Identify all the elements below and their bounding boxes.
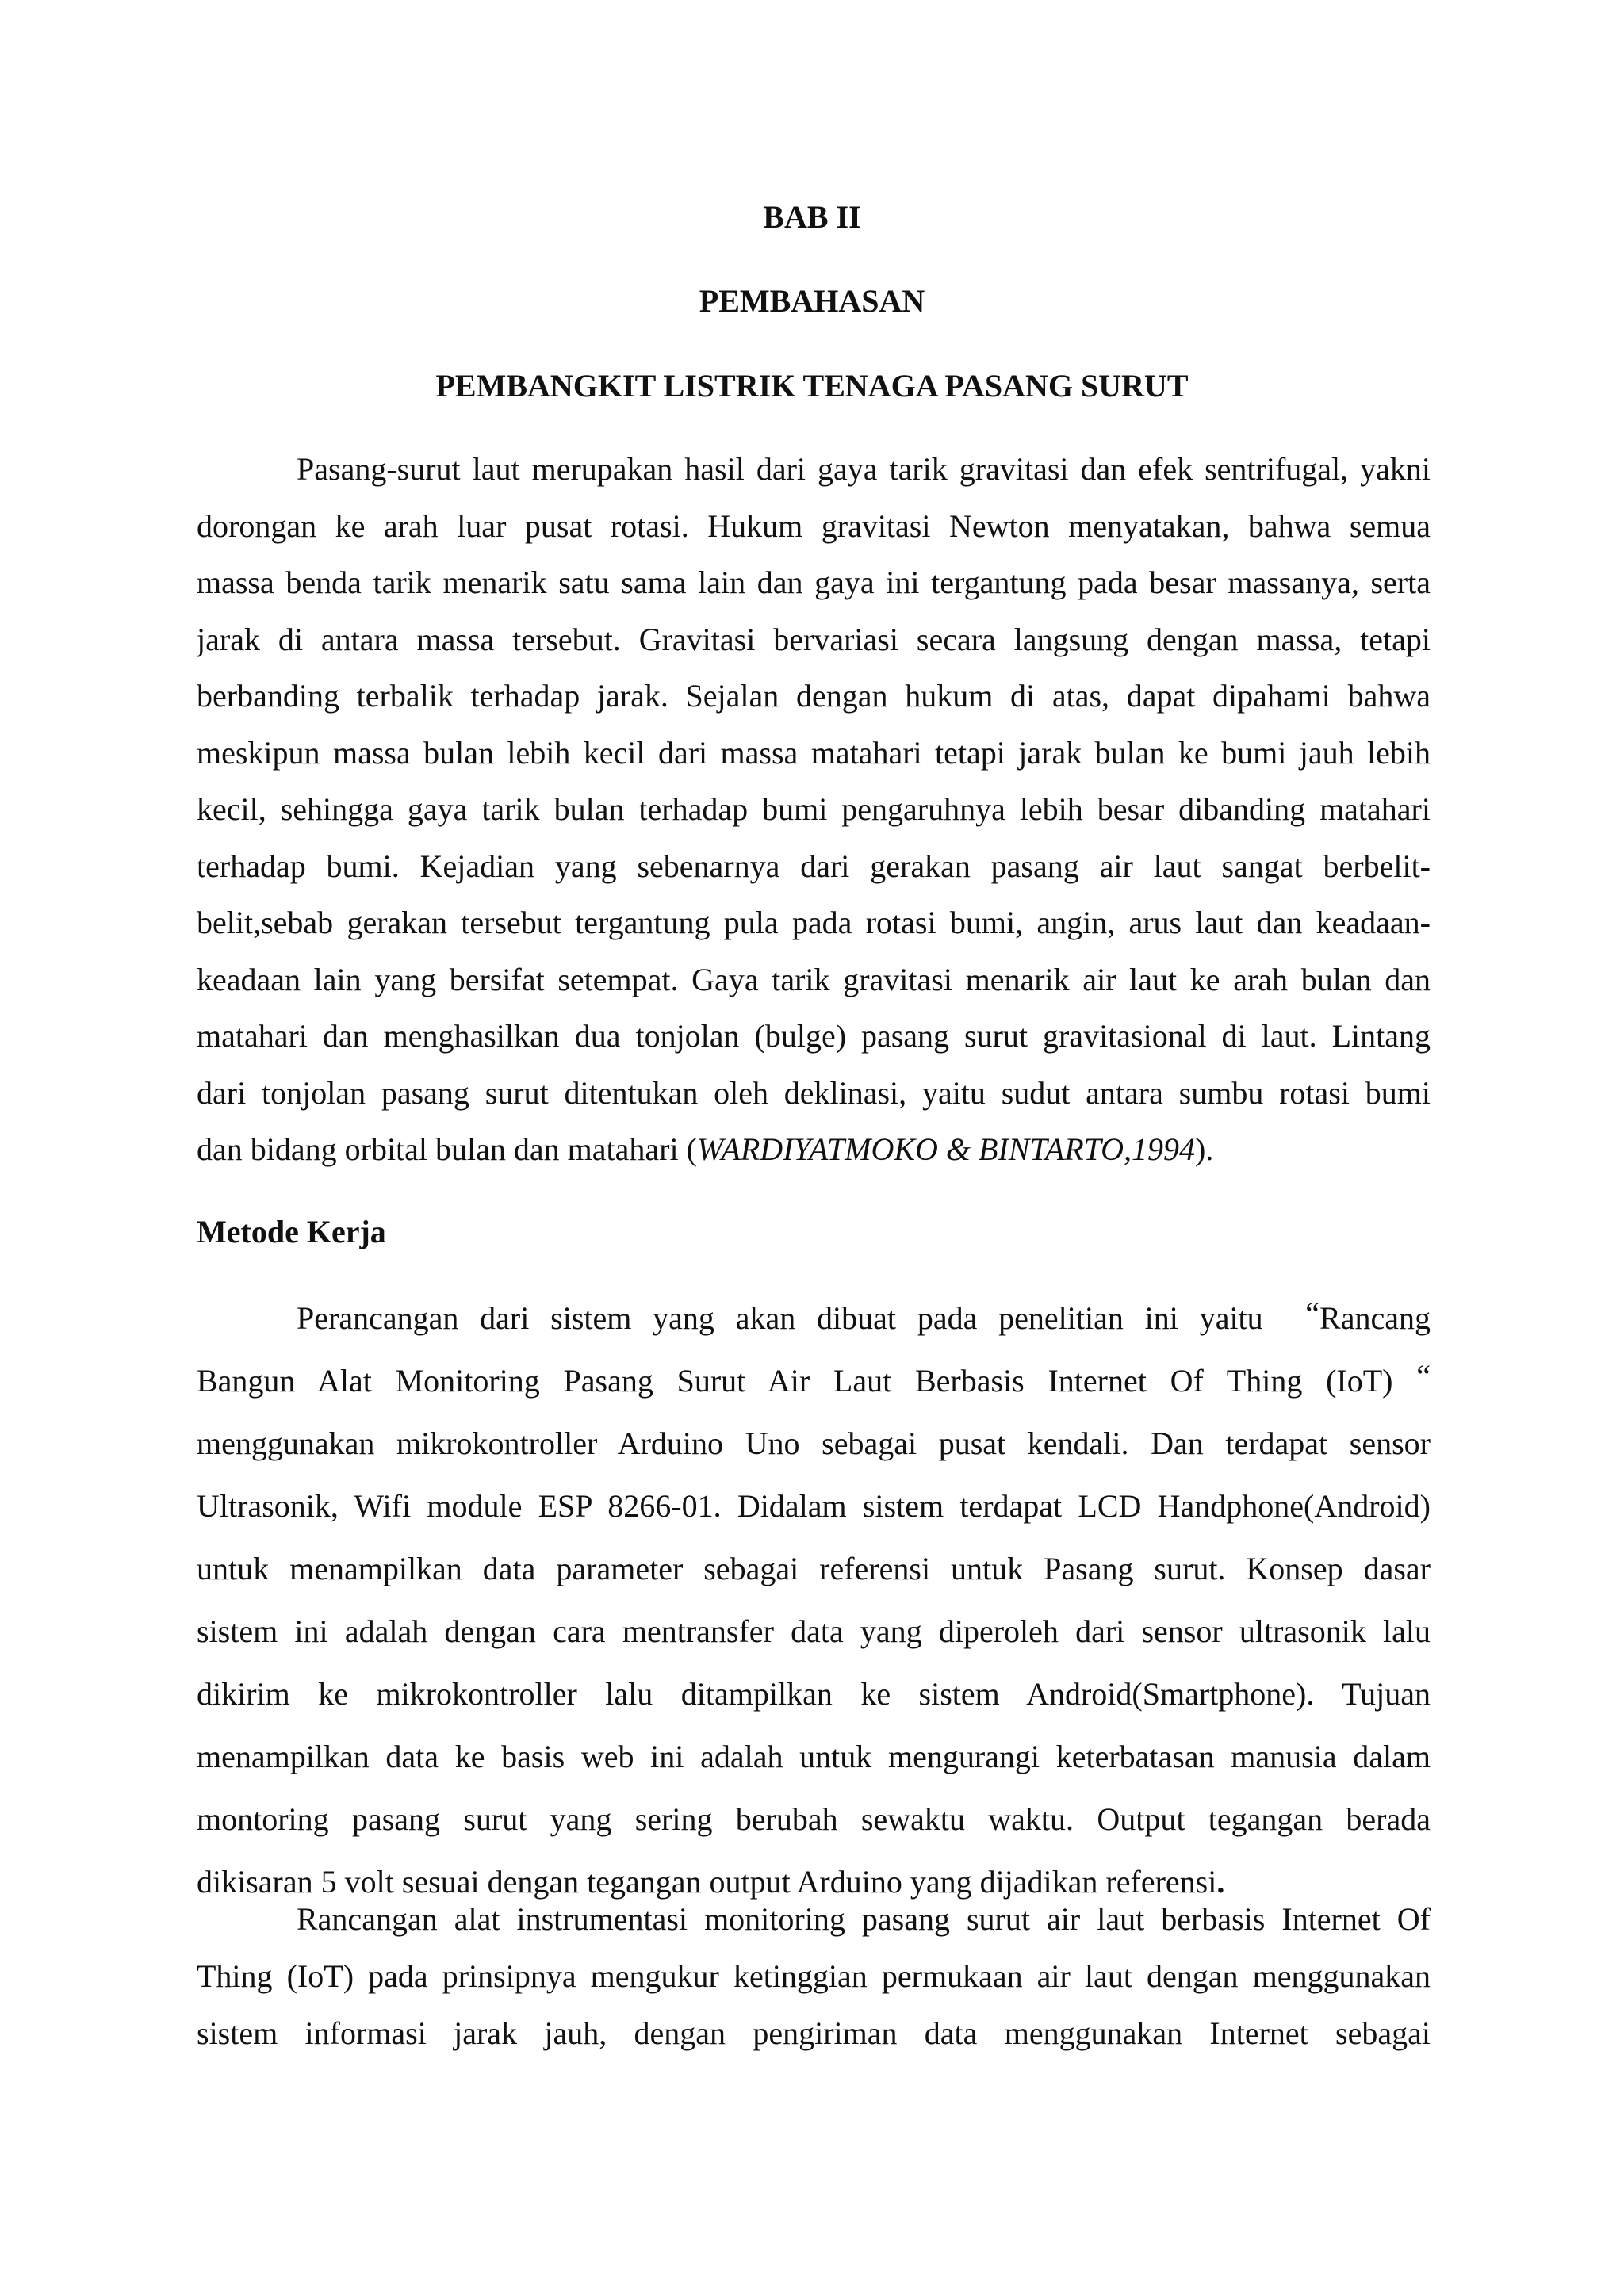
paragraph-line: montoring pasang surut yang sering berubah sewaktu waktu. Output tegangan berada (197, 1801, 1431, 1837)
paragraph-line: berbanding terbalik terhadap jarak. Sejalan dengan hukum di atas, dapat dipahami bahwa (197, 678, 1431, 714)
paragraph-line: dikirim ke mikrokontroller lalu ditampilkan ke sistem Android(Smartphone). Tujuan (197, 1676, 1431, 1712)
text-fragment: Bangun Alat Monitoring Pasang Surut Air Laut Berbasis Internet Of Thing (IoT) (197, 1363, 1393, 1399)
text-fragment: dan bidang orbital bulan dan matahari ( (197, 1131, 697, 1167)
quote-mark: “ (1305, 1295, 1320, 1331)
paragraph-line: meskipun massa bulan lebih kecil dari massa matahari tetapi jarak bulan ke bumi jauh lebih (197, 734, 1431, 771)
paragraph-line: massa benda tarik menarik satu sama lain dan gaya ini tergantung pada besar massanya, serta (197, 564, 1431, 600)
paragraph-line: Pasang-surut laut merupakan hasil dari gaya tarik gravitasi dan efek sentrifugal, yakni (297, 451, 1431, 487)
paragraph-last-line (197, 1121, 1431, 1178)
paragraph-line: dari tonjolan pasang surut ditentukan oleh deklinasi, yaitu sudut antara sumbu rotasi bumi (197, 1074, 1431, 1111)
paragraph-line: Ultrasonik, Wifi module ESP 8266-01. Didalam sistem terdapat LCD Handphone(Android) (197, 1488, 1431, 1524)
paragraph-line: untuk menampilkan data parameter sebagai referensi untuk Pasang surut. Konsep dasar (197, 1551, 1431, 1586)
paragraph-line: terhadap bumi. Kejadian yang sebenarnya dari gerakan pasang air laut sangat berbelit- (197, 848, 1431, 884)
paragraph-line: matahari dan menghasilkan dua tonjolan (bulge) pasang surut gravitasional di laut. Lintang (197, 1018, 1431, 1054)
paragraph-line (197, 1353, 1431, 1415)
paragraph-line: sistem informasi jarak jauh, dengan pengiriman data menggunakan Internet sebagai (197, 2015, 1431, 2051)
paragraph-method (197, 1290, 1431, 1916)
text-fragment: . (1216, 1864, 1225, 1900)
chapter-title: PEMBANGKIT LISTRIK TENAGA PASANG SURUT (435, 368, 1189, 404)
quote-mark: “ (1416, 1358, 1431, 1394)
text-fragment: ). (1195, 1131, 1214, 1167)
citation: WARDIYATMOKO & BINTARTO,1994 (696, 1131, 1196, 1167)
paragraph-line: menggunakan mikrokontroller Arduino Uno sebagai pusat kendali. Dan terdapat sensor (197, 1425, 1431, 1461)
paragraph-line: Rancangan alat instrumentasi monitoring pasang surut air laut berbasis Internet Of (297, 1901, 1431, 1937)
paragraph-line (197, 1290, 1431, 1353)
paragraph-line: dorongan ke arah luar pusat rotasi. Hukum gravitasi Newton menyatakan, bahwa semua (197, 507, 1431, 544)
text-fragment: Perancangan dari sistem yang akan dibuat pada penelitian ini yaitu (297, 1300, 1263, 1336)
paragraph-line: keadaan lain yang bersifat setempat. Gaya tarik gravitasi menarik air laut ke arah bulan dan (197, 961, 1431, 997)
section-heading: PEMBAHASAN (699, 283, 925, 319)
paragraph-instrument-design (197, 1891, 1431, 2062)
subsection-title: Metode Kerja (197, 1214, 386, 1249)
paragraph-tides-intro (197, 441, 1431, 1178)
paragraph-line: belit,sebab gerakan tersebut tergantung pula pada rotasi bumi, angin, arus laut dan keadaan- (197, 905, 1431, 940)
paragraph-line: jarak di antara massa tersebut. Gravitasi bervariasi secara langsung dengan massa, tetapi (197, 621, 1431, 657)
paragraph-line: menampilkan data ke basis web ini adalah untuk mengurangi keterbatasan manusia dalam (197, 1739, 1431, 1774)
paragraph-line: Thing (IoT) pada prinsipnya mengukur ketinggian permukaan air laut dengan menggunakan (197, 1958, 1431, 1994)
text-fragment: Rancang (1320, 1300, 1431, 1336)
text-fragment: dikisaran 5 volt sesuai dengan tegangan output Arduino yang dijadikan referensi (197, 1864, 1217, 1900)
chapter-heading: BAB II (763, 199, 861, 235)
paragraph-line: kecil, sehingga gaya tarik bulan terhadap bumi pengaruhnya lebih besar dibanding matahari (197, 791, 1431, 827)
paragraph-line: sistem ini adalah dengan cara mentransfer data yang diperoleh dari sensor ultrasonik lalu (197, 1613, 1431, 1649)
